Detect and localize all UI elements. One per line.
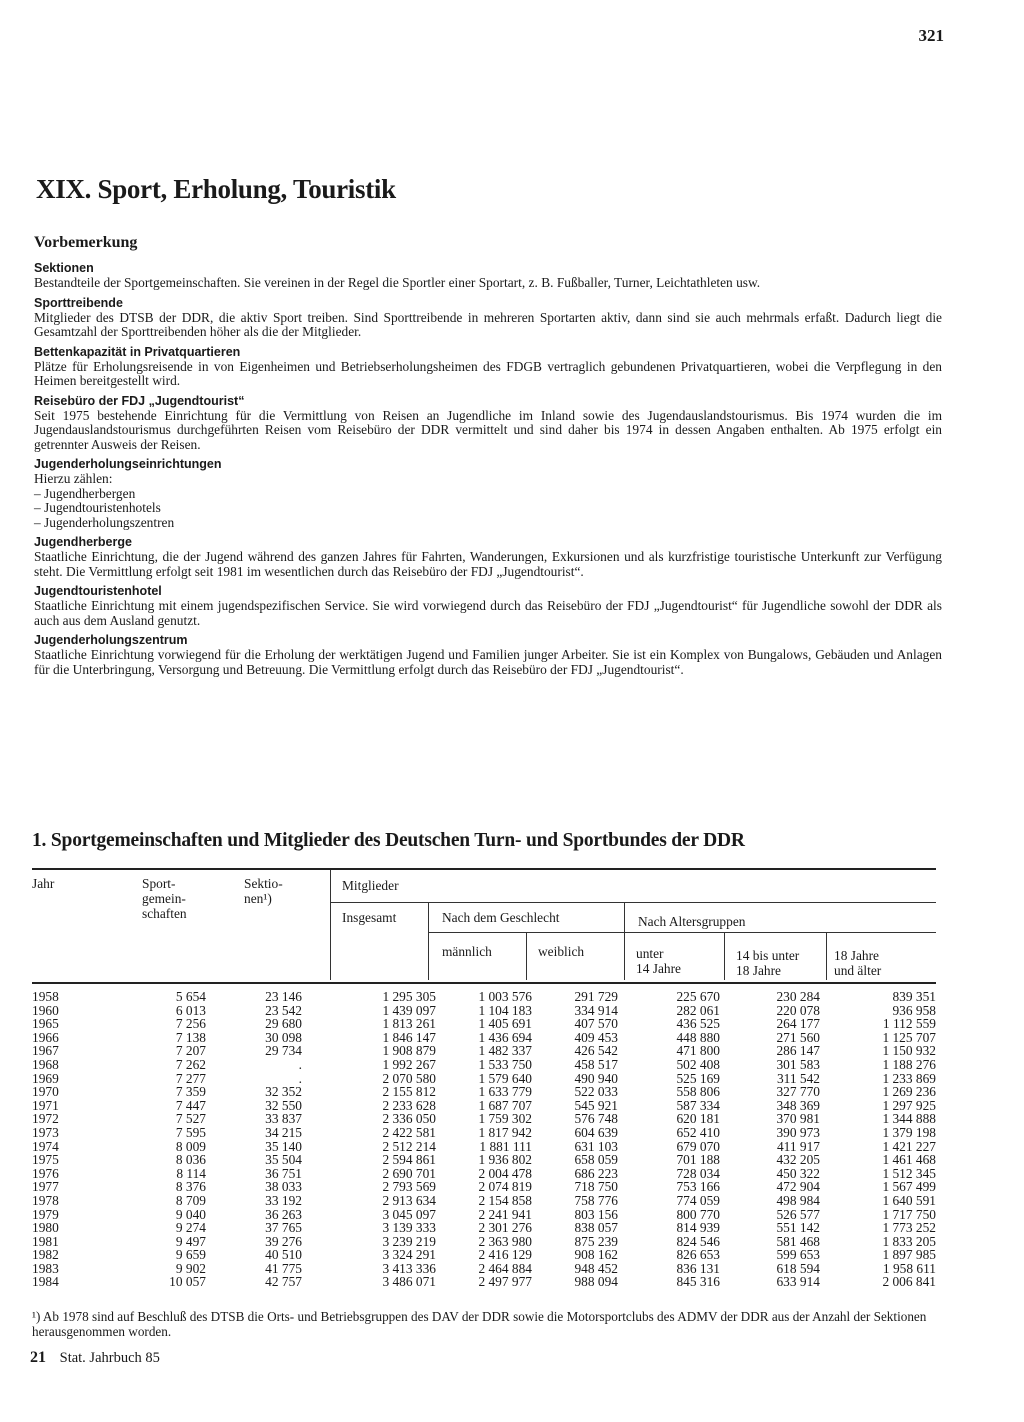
cell-14-bis-18: 526 577 bbox=[776, 1206, 820, 1222]
cell-sektionen: 36 751 bbox=[265, 1165, 302, 1181]
footer-text: Stat. Jahrbuch 85 bbox=[59, 1350, 160, 1366]
cell-weiblich: 407 570 bbox=[574, 1016, 618, 1032]
definition-text bbox=[34, 276, 942, 291]
cell-ab-18: 1 112 559 bbox=[882, 1016, 936, 1032]
preface-section bbox=[34, 234, 942, 681]
table-row bbox=[32, 1140, 936, 1154]
header-altersgruppen: Nach Altersgruppen bbox=[638, 914, 746, 929]
table-header bbox=[32, 868, 936, 984]
header-unter14: unter 14 Jahre bbox=[636, 946, 681, 976]
table-row bbox=[32, 1180, 936, 1194]
cell-jahr: 1970 bbox=[32, 1084, 59, 1100]
cell-unter-14: 620 181 bbox=[676, 1111, 720, 1127]
cell-sektionen: 30 098 bbox=[265, 1029, 302, 1045]
cell-maennlich: 2 363 980 bbox=[478, 1233, 532, 1249]
header-divider bbox=[428, 902, 429, 980]
header-jahr: Jahr bbox=[32, 876, 55, 891]
cell-maennlich: 1 633 779 bbox=[478, 1084, 532, 1100]
cell-insgesamt: 1 992 267 bbox=[382, 1056, 436, 1072]
cell-ab-18: 1 233 869 bbox=[882, 1070, 936, 1086]
cell-insgesamt: 2 155 812 bbox=[382, 1084, 436, 1100]
cell-insgesamt: 2 070 580 bbox=[382, 1070, 436, 1086]
cell-unter-14: 502 408 bbox=[676, 1056, 720, 1072]
table-row bbox=[32, 1044, 936, 1058]
cell-insgesamt: 2 336 050 bbox=[382, 1111, 436, 1127]
cell-weiblich: 875 239 bbox=[574, 1233, 618, 1249]
cell-14-bis-18: 581 468 bbox=[776, 1233, 820, 1249]
cell-sektionen: 23 542 bbox=[265, 1002, 302, 1018]
cell-ab-18: 1 188 276 bbox=[882, 1056, 936, 1072]
cell-maennlich: 1 817 942 bbox=[478, 1124, 532, 1140]
cell-14-bis-18: 432 205 bbox=[776, 1152, 820, 1168]
cell-unter-14: 225 670 bbox=[676, 989, 720, 1004]
cell-unter-14: 845 316 bbox=[676, 1274, 720, 1290]
cell-unter-14: 558 806 bbox=[676, 1084, 720, 1100]
cell-sportgemeinschaften: 9 659 bbox=[175, 1247, 206, 1263]
cell-sportgemeinschaften: 7 256 bbox=[175, 1016, 206, 1032]
cell-insgesamt: 2 233 628 bbox=[382, 1097, 436, 1113]
cell-weiblich: 631 103 bbox=[574, 1138, 618, 1154]
definition-title: Sporttreibende bbox=[34, 295, 123, 310]
cell-14-bis-18: 450 322 bbox=[776, 1165, 820, 1181]
cell-jahr: 1958 bbox=[32, 989, 59, 1004]
cell-sektionen: 35 140 bbox=[265, 1138, 302, 1154]
table-body bbox=[32, 990, 936, 1289]
table-row bbox=[32, 1058, 936, 1072]
cell-insgesamt: 1 813 261 bbox=[382, 1016, 436, 1032]
cell-14-bis-18: 633 914 bbox=[776, 1274, 820, 1290]
definition-text bbox=[34, 311, 942, 340]
definition-list bbox=[34, 260, 942, 677]
cell-14-bis-18: 348 369 bbox=[776, 1097, 820, 1113]
cell-ab-18: 1 269 236 bbox=[882, 1084, 936, 1100]
cell-jahr: 1983 bbox=[32, 1260, 59, 1276]
cell-14-bis-18: 301 583 bbox=[776, 1056, 820, 1072]
cell-ab-18: 1 379 198 bbox=[882, 1124, 936, 1140]
cell-jahr: 1977 bbox=[32, 1179, 59, 1195]
cell-ab-18: 1 125 707 bbox=[882, 1029, 936, 1045]
table-row bbox=[32, 1031, 936, 1045]
cell-sektionen: 38 033 bbox=[265, 1179, 302, 1195]
cell-ab-18: 1 958 611 bbox=[882, 1260, 936, 1276]
cell-14-bis-18: 271 560 bbox=[776, 1029, 820, 1045]
cell-insgesamt: 1 846 147 bbox=[382, 1029, 436, 1045]
definition-sublist-item: – Jugendtouristenhotels bbox=[34, 501, 942, 516]
cell-weiblich: 522 033 bbox=[574, 1084, 618, 1100]
footer-number: 21 bbox=[30, 1349, 46, 1366]
cell-insgesamt: 2 690 701 bbox=[382, 1165, 436, 1181]
cell-ab-18: 1 897 985 bbox=[882, 1247, 936, 1263]
definition-title: Sektionen bbox=[34, 261, 94, 275]
cell-sektionen: 29 680 bbox=[265, 1016, 302, 1032]
cell-weiblich: 758 776 bbox=[574, 1192, 618, 1208]
cell-sportgemeinschaften: 9 040 bbox=[175, 1206, 206, 1222]
cell-sportgemeinschaften: 7 277 bbox=[175, 1070, 206, 1086]
cell-maennlich: 1 936 802 bbox=[478, 1152, 532, 1168]
definition-text-body: Mitglieder des DTSB der DDR, die aktiv Sport treiben. Sind Sporttreibende in mehreren Sportarten aktiv, dann sind sie auch mehrmals erfaßt. Dadurch liegt die Gesamtzahl der Sporttreibenden höher als die der Mitglieder. bbox=[34, 309, 942, 339]
cell-weiblich: 545 921 bbox=[574, 1097, 618, 1113]
definition-text bbox=[34, 648, 942, 677]
cell-insgesamt: 3 324 291 bbox=[382, 1247, 436, 1263]
cell-sportgemeinschaften: 7 207 bbox=[175, 1043, 206, 1059]
cell-maennlich: 2 074 819 bbox=[478, 1179, 532, 1195]
cell-jahr: 1974 bbox=[32, 1138, 59, 1154]
cell-14-bis-18: 286 147 bbox=[776, 1043, 820, 1059]
cell-weiblich: 458 517 bbox=[574, 1056, 618, 1072]
cell-sportgemeinschaften: 9 902 bbox=[175, 1260, 206, 1276]
cell-14-bis-18: 411 917 bbox=[776, 1138, 820, 1154]
cell-sportgemeinschaften: 10 057 bbox=[169, 1274, 206, 1290]
cell-14-bis-18: 472 904 bbox=[776, 1179, 820, 1195]
cell-weiblich: 718 750 bbox=[574, 1179, 618, 1195]
definition-title: Reisebüro der FDJ „Jugendtourist“ bbox=[34, 393, 245, 408]
table-row bbox=[32, 1275, 936, 1289]
definition-sublist-item: – Jugendherbergen bbox=[34, 487, 942, 502]
cell-insgesamt: 2 512 214 bbox=[382, 1138, 436, 1154]
cell-sektionen: 41 775 bbox=[265, 1260, 302, 1276]
cell-14-bis-18: 390 973 bbox=[776, 1124, 820, 1140]
cell-unter-14: 652 410 bbox=[676, 1124, 720, 1140]
cell-sektionen: 37 765 bbox=[265, 1220, 302, 1236]
definition-text bbox=[34, 360, 942, 389]
header-sektionen: Sektio- nen¹) bbox=[244, 876, 283, 906]
cell-maennlich: 1 687 707 bbox=[478, 1097, 532, 1113]
cell-weiblich: 490 940 bbox=[574, 1070, 618, 1086]
definition-sublist-item: – Jugenderholungszentren bbox=[34, 516, 942, 531]
cell-unter-14: 679 070 bbox=[676, 1138, 720, 1154]
cell-insgesamt: 1 908 879 bbox=[382, 1043, 436, 1059]
definition-item bbox=[34, 393, 942, 453]
cell-sektionen: 33 192 bbox=[265, 1192, 302, 1208]
cell-sportgemeinschaften: 8 114 bbox=[176, 1165, 206, 1181]
cell-sportgemeinschaften: 7 447 bbox=[175, 1097, 206, 1113]
definition-title: Bettenkapazität in Privatquartieren bbox=[34, 344, 241, 359]
cell-sportgemeinschaften: 7 138 bbox=[175, 1029, 206, 1045]
cell-jahr: 1975 bbox=[32, 1152, 59, 1168]
cell-jahr: 1982 bbox=[32, 1247, 59, 1263]
cell-weiblich: 803 156 bbox=[574, 1206, 618, 1222]
cell-sportgemeinschaften: 8 009 bbox=[175, 1138, 206, 1154]
cell-sportgemeinschaften: 7 262 bbox=[175, 1056, 206, 1072]
table-row bbox=[32, 1004, 936, 1018]
cell-jahr: 1976 bbox=[32, 1165, 59, 1181]
cell-jahr: 1966 bbox=[32, 1029, 59, 1045]
cell-jahr: 1969 bbox=[32, 1070, 59, 1086]
cell-maennlich: 1 579 640 bbox=[478, 1070, 532, 1086]
cell-maennlich: 1 003 576 bbox=[478, 989, 532, 1004]
cell-ab-18: 1 297 925 bbox=[882, 1097, 936, 1113]
cell-insgesamt: 3 045 097 bbox=[382, 1206, 436, 1222]
cell-unter-14: 728 034 bbox=[676, 1165, 720, 1181]
cell-unter-14: 753 166 bbox=[676, 1179, 720, 1195]
cell-jahr: 1968 bbox=[32, 1056, 59, 1072]
chapter-title: XIX. Sport, Erholung, Touristik bbox=[36, 174, 396, 204]
cell-ab-18: 1 640 591 bbox=[882, 1192, 936, 1208]
table-row bbox=[32, 1017, 936, 1031]
cell-ab-18: 1 344 888 bbox=[882, 1111, 936, 1127]
cell-weiblich: 658 059 bbox=[574, 1152, 618, 1168]
preface-heading: Vorbemerkung bbox=[34, 234, 138, 251]
cell-weiblich: 426 542 bbox=[574, 1043, 618, 1059]
cell-jahr: 1973 bbox=[32, 1124, 59, 1140]
cell-jahr: 1981 bbox=[32, 1233, 59, 1249]
cell-14-bis-18: 498 984 bbox=[776, 1192, 820, 1208]
table-row bbox=[32, 990, 936, 1004]
cell-weiblich: 838 057 bbox=[574, 1220, 618, 1236]
cell-sportgemeinschaften: 8 709 bbox=[175, 1192, 206, 1208]
definition-text bbox=[34, 472, 942, 530]
cell-sportgemeinschaften: 9 274 bbox=[175, 1220, 206, 1236]
cell-jahr: 1979 bbox=[32, 1206, 59, 1222]
cell-ab-18: 1 833 205 bbox=[882, 1233, 936, 1249]
cell-insgesamt: 2 422 581 bbox=[382, 1124, 436, 1140]
cell-14-bis-18: 551 142 bbox=[776, 1220, 820, 1236]
definition-title: Jugendherberge bbox=[34, 535, 132, 549]
cell-weiblich: 908 162 bbox=[574, 1247, 618, 1263]
definition-text-body: Bestandteile der Sportgemeinschaften. Sie vereinen in der Regel die Sportler einer Sportart, z. B. Fußballer, Turner, Leichtathleten usw. bbox=[34, 275, 761, 290]
definition-item bbox=[34, 344, 942, 389]
cell-jahr: 1960 bbox=[32, 1002, 59, 1018]
cell-weiblich: 576 748 bbox=[574, 1111, 618, 1127]
definition-text-body: Plätze für Erholungsreisende in von Eigenheimen und Betriebserholungsheimen des FDGB vertraglich gebundenen Privatquartieren, wobei die Verpflegung in den Heimen bereitgestellt wird. bbox=[34, 358, 942, 388]
cell-insgesamt: 2 913 634 bbox=[382, 1192, 436, 1208]
cell-ab-18: 936 958 bbox=[892, 1002, 936, 1018]
definition-item bbox=[34, 534, 942, 579]
definition-title: Jugendtouristenhotel bbox=[34, 584, 162, 598]
cell-weiblich: 948 452 bbox=[574, 1260, 618, 1276]
cell-maennlich: 2 497 977 bbox=[478, 1274, 532, 1290]
cell-unter-14: 282 061 bbox=[676, 1002, 720, 1018]
cell-insgesamt: 1 295 305 bbox=[382, 989, 436, 1004]
header-weiblich: weiblich bbox=[538, 944, 585, 959]
cell-maennlich: 2 416 129 bbox=[478, 1247, 532, 1263]
cell-insgesamt: 3 486 071 bbox=[382, 1274, 436, 1290]
cell-sportgemeinschaften: 6 013 bbox=[175, 1002, 206, 1018]
cell-sektionen: 32 550 bbox=[265, 1097, 302, 1113]
cell-weiblich: 334 914 bbox=[574, 1002, 618, 1018]
cell-sektionen: 42 757 bbox=[265, 1274, 302, 1290]
page-number: 321 bbox=[918, 26, 944, 45]
cell-jahr: 1967 bbox=[32, 1043, 59, 1059]
cell-insgesamt: 3 239 219 bbox=[382, 1233, 436, 1249]
cell-ab-18: 839 351 bbox=[892, 989, 936, 1004]
cell-sektionen: 40 510 bbox=[265, 1247, 302, 1263]
cell-insgesamt: 2 594 861 bbox=[382, 1152, 436, 1168]
cell-maennlich: 2 004 478 bbox=[478, 1165, 532, 1181]
cell-ab-18: 1 567 499 bbox=[882, 1179, 936, 1195]
definition-text bbox=[34, 550, 942, 579]
header-rule bbox=[330, 902, 936, 903]
cell-sektionen: 34 215 bbox=[265, 1124, 302, 1140]
cell-insgesamt: 2 793 569 bbox=[382, 1179, 436, 1195]
cell-unter-14: 800 770 bbox=[676, 1206, 720, 1222]
definition-title: Jugenderholungszentrum bbox=[34, 633, 188, 647]
cell-14-bis-18: 370 981 bbox=[776, 1111, 820, 1127]
cell-weiblich: 409 453 bbox=[574, 1029, 618, 1045]
cell-sportgemeinschaften: 7 527 bbox=[175, 1111, 206, 1127]
cell-maennlich: 1 104 183 bbox=[478, 1002, 532, 1018]
cell-14-bis-18: 220 078 bbox=[776, 1002, 820, 1018]
definition-text-body: Staatliche Einrichtung, die der Jugend während des ganzen Jahres für Fahrten, Wanderungen, Exkursionen und als kurzfristige touristische Unterkunft zur Verfügung steht. Die Vermittlung erfolgt seit 1981 im wesentlichen durch das Reisebüro der FDJ „Jugendtourist“. bbox=[34, 549, 942, 579]
header-maennlich: männlich bbox=[442, 944, 492, 959]
header-divider bbox=[724, 932, 725, 980]
cell-unter-14: 436 525 bbox=[676, 1016, 720, 1032]
cell-maennlich: 1 436 694 bbox=[478, 1029, 532, 1045]
cell-unter-14: 471 800 bbox=[676, 1043, 720, 1059]
header-rule bbox=[428, 932, 936, 933]
cell-sektionen: 29 734 bbox=[265, 1043, 302, 1059]
cell-maennlich: 2 301 276 bbox=[478, 1220, 532, 1236]
cell-jahr: 1972 bbox=[32, 1111, 59, 1127]
cell-ab-18: 1 773 252 bbox=[882, 1220, 936, 1236]
definition-item bbox=[34, 295, 942, 340]
cell-insgesamt: 3 413 336 bbox=[382, 1260, 436, 1276]
table-title: 1. Sportgemeinschaften und Mitglieder des Deutschen Turn- und Sportbundes der DDR bbox=[32, 830, 745, 851]
statistics-table bbox=[32, 868, 936, 1289]
header-mitglieder: Mitglieder bbox=[342, 878, 399, 893]
cell-jahr: 1984 bbox=[32, 1274, 59, 1290]
cell-unter-14: 836 131 bbox=[676, 1260, 720, 1276]
cell-unter-14: 826 653 bbox=[676, 1247, 720, 1263]
table-row bbox=[32, 1167, 936, 1181]
cell-maennlich: 1 759 302 bbox=[478, 1111, 532, 1127]
cell-weiblich: 604 639 bbox=[574, 1124, 618, 1140]
table-row bbox=[32, 1099, 936, 1113]
cell-insgesamt: 3 139 333 bbox=[382, 1220, 436, 1236]
table-row bbox=[32, 1126, 936, 1140]
cell-sportgemeinschaften: 7 359 bbox=[175, 1084, 206, 1100]
cell-maennlich: 1 482 337 bbox=[478, 1043, 532, 1059]
cell-jahr: 1978 bbox=[32, 1192, 59, 1208]
cell-unter-14: 587 334 bbox=[676, 1097, 720, 1113]
header-insgesamt: Insgesamt bbox=[342, 910, 397, 925]
cell-14-bis-18: 618 594 bbox=[776, 1260, 820, 1276]
page-footer bbox=[30, 1349, 160, 1367]
cell-jahr: 1971 bbox=[32, 1097, 59, 1113]
cell-ab-18: 2 006 841 bbox=[882, 1274, 936, 1290]
cell-sektionen: 33 837 bbox=[265, 1111, 302, 1127]
cell-ab-18: 1 150 932 bbox=[882, 1043, 936, 1059]
cell-14-bis-18: 264 177 bbox=[776, 1016, 820, 1032]
definition-text bbox=[34, 599, 942, 628]
table-row bbox=[32, 1112, 936, 1126]
definition-text-body: Staatliche Einrichtung mit einem jugendspezifischen Service. Sie wird vorwiegend durch das Reisebüro der FDJ „Jugendtourist“ für Jugendliche sowohl der DDR als auch aus dem Ausland genutzt. bbox=[34, 598, 942, 628]
cell-jahr: 1980 bbox=[32, 1220, 59, 1236]
cell-14-bis-18: 599 653 bbox=[776, 1247, 820, 1263]
cell-unter-14: 824 546 bbox=[676, 1233, 720, 1249]
table-row bbox=[32, 1085, 936, 1099]
cell-maennlich: 2 241 941 bbox=[478, 1206, 532, 1222]
header-divider bbox=[330, 870, 331, 980]
cell-maennlich: 2 154 858 bbox=[478, 1192, 532, 1208]
header-sportgemeinschaften: Sport- gemein- schaften bbox=[142, 876, 187, 921]
cell-ab-18: 1 461 468 bbox=[882, 1152, 936, 1168]
table-row bbox=[32, 1221, 936, 1235]
definition-text-body: Seit 1975 bestehende Einrichtung für die Vermittlung von Reisen an Jugendliche im Inland sowie des Jugendauslandstourismus. Bis 1974 wurden die im Jugendauslandstourismus durchgeführten Reisen vom Reisebüro der DDR vermittelt und sind daher bis 1974 in dessen Angaben enthalten. Ab 1975 erfolgt ein getrennter Ausweis der Reisen. bbox=[34, 407, 942, 452]
cell-unter-14: 701 188 bbox=[676, 1152, 720, 1168]
cell-insgesamt: 1 439 097 bbox=[382, 1002, 436, 1018]
cell-maennlich: 1 533 750 bbox=[478, 1056, 532, 1072]
cell-sportgemeinschaften: 7 595 bbox=[175, 1124, 206, 1140]
cell-weiblich: 988 094 bbox=[574, 1274, 618, 1290]
cell-sportgemeinschaften: 8 376 bbox=[175, 1179, 206, 1195]
cell-jahr: 1965 bbox=[32, 1016, 59, 1032]
cell-ab-18: 1 512 345 bbox=[882, 1165, 936, 1181]
cell-sektionen: 35 504 bbox=[265, 1152, 302, 1168]
table-row bbox=[32, 1072, 936, 1086]
cell-sektionen: 39 276 bbox=[265, 1233, 302, 1249]
definition-item bbox=[34, 632, 942, 677]
cell-unter-14: 814 939 bbox=[676, 1220, 720, 1236]
definition-item bbox=[34, 583, 942, 628]
cell-14-bis-18: 230 284 bbox=[776, 989, 820, 1004]
cell-weiblich: 291 729 bbox=[574, 989, 618, 1004]
cell-sportgemeinschaften: 5 654 bbox=[175, 989, 206, 1004]
cell-sektionen: 36 263 bbox=[265, 1206, 302, 1222]
cell-sektionen: 32 352 bbox=[265, 1084, 302, 1100]
footnote: ¹) Ab 1978 sind auf Beschluß des DTSB die Orts- und Betriebsgruppen des DAV der DDR sowie die Motorsportclubs des ADMV der DDR aus der Anzahl der Sektionen herausgenommen worden. bbox=[32, 1309, 927, 1339]
header-14bis18: 14 bis unter 18 Jahre bbox=[736, 948, 800, 978]
cell-unter-14: 448 880 bbox=[676, 1029, 720, 1045]
header-geschlecht: Nach dem Geschlecht bbox=[442, 910, 560, 925]
definition-sublist bbox=[34, 487, 942, 531]
cell-sektionen: . bbox=[298, 1056, 302, 1072]
header-ab18: 18 Jahre und älter bbox=[834, 948, 882, 978]
cell-sportgemeinschaften: 9 497 bbox=[175, 1233, 206, 1249]
definition-item bbox=[34, 260, 942, 291]
cell-14-bis-18: 327 770 bbox=[776, 1084, 820, 1100]
table-row bbox=[32, 1208, 936, 1222]
table-row bbox=[32, 1262, 936, 1276]
definition-title: Jugenderholungseinrichtungen bbox=[34, 457, 222, 471]
cell-weiblich: 686 223 bbox=[574, 1165, 618, 1181]
cell-maennlich: 1 405 691 bbox=[478, 1016, 532, 1032]
cell-maennlich: 1 881 111 bbox=[479, 1138, 532, 1154]
header-divider bbox=[526, 932, 527, 980]
header-divider bbox=[826, 932, 827, 980]
cell-maennlich: 2 464 884 bbox=[478, 1260, 532, 1276]
header-divider bbox=[624, 902, 625, 980]
definition-text-body: Staatliche Einrichtung vorwiegend für die Erholung der werktätigen Jugend und Familien junger Arbeiter. Sie ist ein Komplex von Bungalows, Gebäuden und Anlagen für die Unterbringung, Versorgung und Betreuung. Die Vermittlung erfolgt durch das Reisebüro der FDJ „Jugendtourist“. bbox=[34, 647, 942, 677]
table-row bbox=[32, 1194, 936, 1208]
cell-unter-14: 774 059 bbox=[676, 1192, 720, 1208]
table-row bbox=[32, 1153, 936, 1167]
cell-sportgemeinschaften: 8 036 bbox=[175, 1152, 206, 1168]
table-row bbox=[32, 1235, 936, 1249]
cell-ab-18: 1 421 227 bbox=[882, 1138, 936, 1154]
cell-14-bis-18: 311 542 bbox=[776, 1070, 820, 1086]
definition-item bbox=[34, 456, 942, 530]
cell-ab-18: 1 717 750 bbox=[882, 1206, 936, 1222]
table-row bbox=[32, 1248, 936, 1262]
cell-sektionen: . bbox=[298, 1070, 302, 1086]
definition-text bbox=[34, 409, 942, 453]
cell-unter-14: 525 169 bbox=[676, 1070, 720, 1086]
cell-sektionen: 23 146 bbox=[265, 989, 302, 1004]
definition-text-body: Hierzu zählen: bbox=[34, 471, 113, 486]
